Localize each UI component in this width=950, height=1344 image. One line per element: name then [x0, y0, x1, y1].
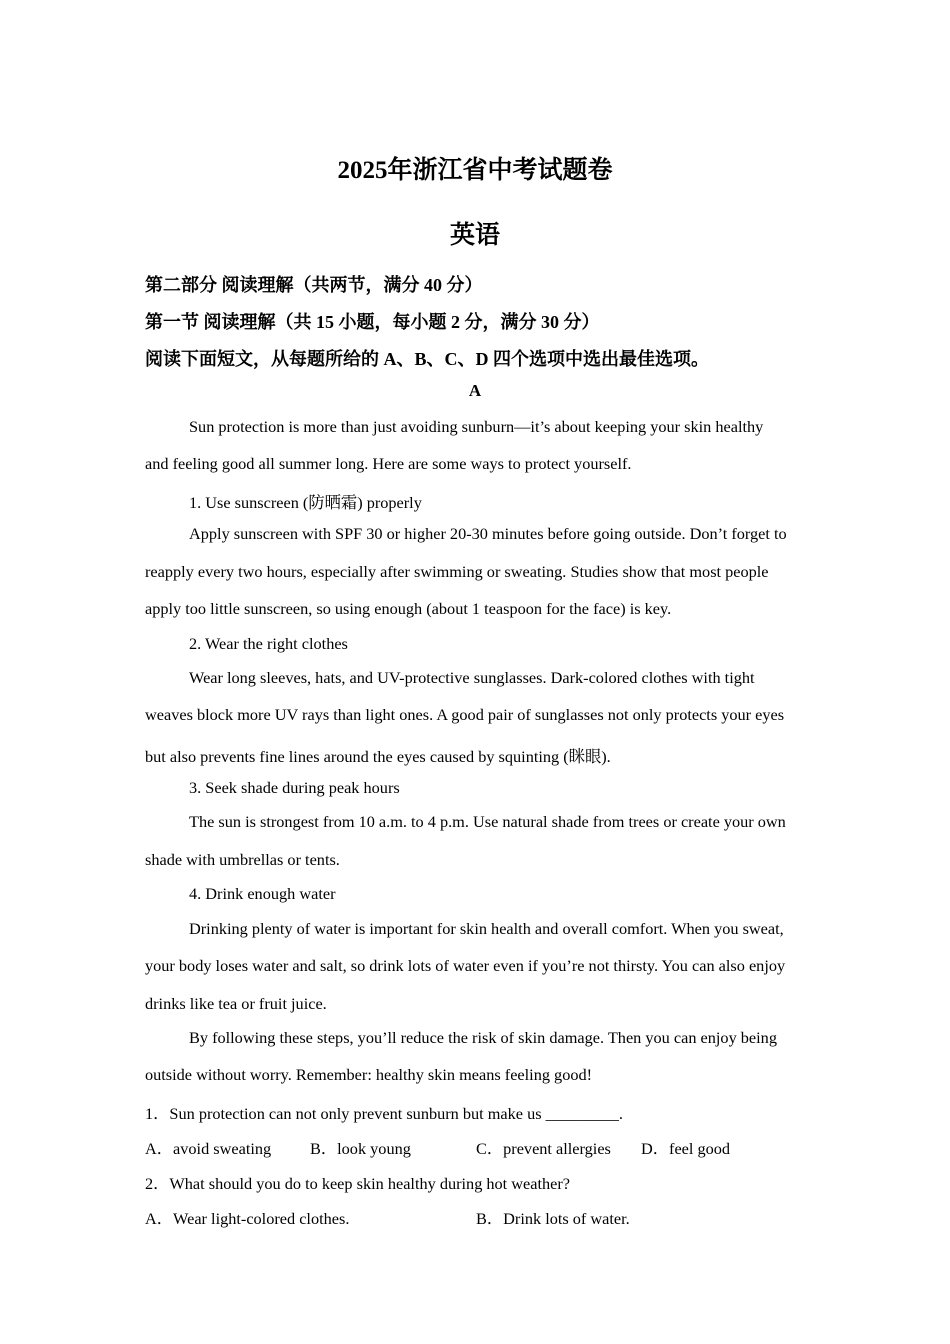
- option-b: B．look young: [310, 1139, 411, 1158]
- paragraph-line: Apply sunscreen with SPF 30 or higher 20-30 minutes before going outside. Don’t forget to: [189, 524, 787, 543]
- paragraph-line: drinks like tea or fruit juice.: [145, 994, 327, 1013]
- option-d: D．feel good: [641, 1139, 731, 1158]
- passage-label: A: [468, 381, 482, 400]
- instruction: 阅读下面短文，从每题所给的 A、B、C、D 四个选项中选出最佳选项。: [145, 349, 709, 369]
- question-stem: 2．What should you do to keep skin healthy during hot weather?: [145, 1174, 571, 1193]
- paragraph-line: and feeling good all summer long. Here are some ways to protect yourself.: [145, 454, 632, 473]
- tip-title: 4. Drink enough water: [189, 884, 336, 903]
- paragraph-line: outside without worry. Remember: healthy skin means feeling good!: [145, 1065, 593, 1084]
- option-c: C．prevent allergies: [476, 1139, 611, 1158]
- paragraph-line: your body loses water and salt, so drink lots of water even if you’re not thirsty. You can also enjoy: [145, 956, 786, 975]
- paragraph-line: apply too little sunscreen, so using enough (about 1 teaspoon for the face) is key.: [145, 599, 672, 618]
- tip-title: 3. Seek shade during peak hours: [189, 778, 400, 797]
- paragraph-line: Wear long sleeves, hats, and UV-protective sunglasses. Dark-colored clothes with tight: [189, 668, 755, 687]
- paragraph-line: shade with umbrellas or tents.: [145, 850, 340, 869]
- paragraph-line: Sun protection is more than just avoiding sunburn—it’s about keeping your skin healthy: [189, 417, 764, 436]
- paragraph-line: but also prevents fine lines around the eyes caused by squinting (眯眼).: [145, 747, 611, 766]
- paragraph-line: weaves block more UV rays than light ones. A good pair of sunglasses not only protects your eyes: [145, 705, 785, 724]
- part-heading: 第二部分 阅读理解（共两节，满分 40 分）: [145, 275, 483, 295]
- paragraph-line: reapply every two hours, especially after swimming or sweating. Studies show that most people: [145, 562, 769, 581]
- subsection-heading: 第一节 阅读理解（共 15 小题，每小题 2 分，满分 30 分）: [145, 312, 600, 332]
- tip-title: 1. Use sunscreen (防晒霜) properly: [189, 493, 422, 512]
- paragraph-line: The sun is strongest from 10 a.m. to 4 p.m. Use natural shade from trees or create your own: [189, 812, 786, 831]
- exam-title: 2025年浙江省中考试题卷: [337, 157, 613, 184]
- option-a: A．Wear light-colored clothes.: [145, 1209, 350, 1228]
- option-a: A．avoid sweating: [145, 1139, 272, 1158]
- subject-title: 英语: [449, 222, 500, 249]
- question-stem: 1．Sun protection can not only prevent sunburn but make us _________.: [145, 1104, 623, 1123]
- tip-title: 2. Wear the right clothes: [189, 634, 348, 653]
- option-b: B．Drink lots of water.: [476, 1209, 630, 1228]
- paragraph-line: By following these steps, you’ll reduce the risk of skin damage. Then you can enjoy being: [189, 1028, 777, 1047]
- paragraph-line: Drinking plenty of water is important for skin health and overall comfort. When you sweat,: [189, 919, 784, 938]
